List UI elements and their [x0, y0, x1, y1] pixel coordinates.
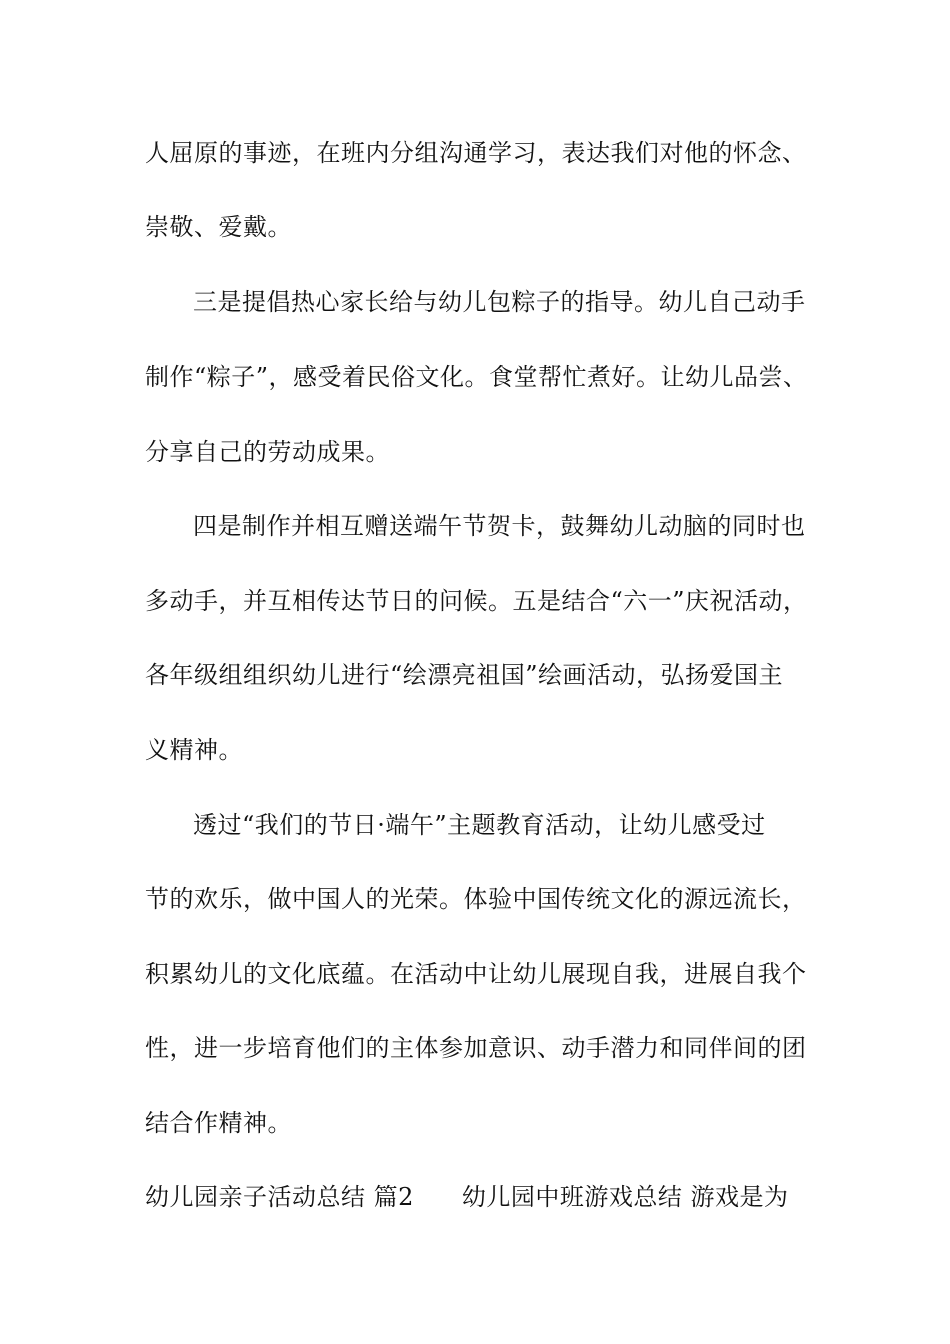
- section-heading-left: 幼儿园亲子活动总结 篇2: [145, 1183, 414, 1211]
- section-heading-line: [145, 1182, 789, 1212]
- paragraph-line: 义精神。: [145, 736, 243, 764]
- paragraph-line: 透过“我们的节日·端午”主题教育活动，让幼儿感受过: [193, 811, 766, 839]
- paragraph-line: 人屈原的事迹，在班内分组沟通学习，表达我们对他的怀念、: [145, 139, 807, 167]
- paragraph-line: 分享自己的劳动成果。: [145, 438, 390, 466]
- paragraph-line: 崇敬、爱戴。: [145, 213, 292, 241]
- paragraph-line: 多动手，并互相传达节日的问候。五是结合“六一”庆祝活动，: [145, 587, 808, 615]
- paragraph-line: 性，进一步培育他们的主体参加意识、动手潜力和同伴间的团: [145, 1034, 807, 1062]
- section-heading-right: 幼儿园中班游戏总结 游戏是为: [461, 1183, 789, 1211]
- paragraph-line: 结合作精神。: [145, 1109, 292, 1137]
- paragraph-line: 节的欢乐，做中国人的光荣。体验中国传统文化的源远流长，: [145, 885, 807, 913]
- paragraph-line: 积累幼儿的文化底蕴。在活动中让幼儿展现自我，进展自我个: [145, 960, 807, 988]
- paragraph-line: 各年级组组织幼儿进行“绘漂亮祖国”绘画活动，弘扬爱国主: [145, 661, 784, 689]
- paragraph-line: 制作“粽子”，感受着民俗文化。食堂帮忙煮好。让幼儿品尝、: [145, 363, 808, 391]
- paragraph-line: 三是提倡热心家长给与幼儿包粽子的指导。幼儿自己动手: [193, 288, 806, 316]
- paragraph-line: 四是制作并相互赠送端午节贺卡，鼓舞幼儿动脑的同时也: [193, 512, 806, 540]
